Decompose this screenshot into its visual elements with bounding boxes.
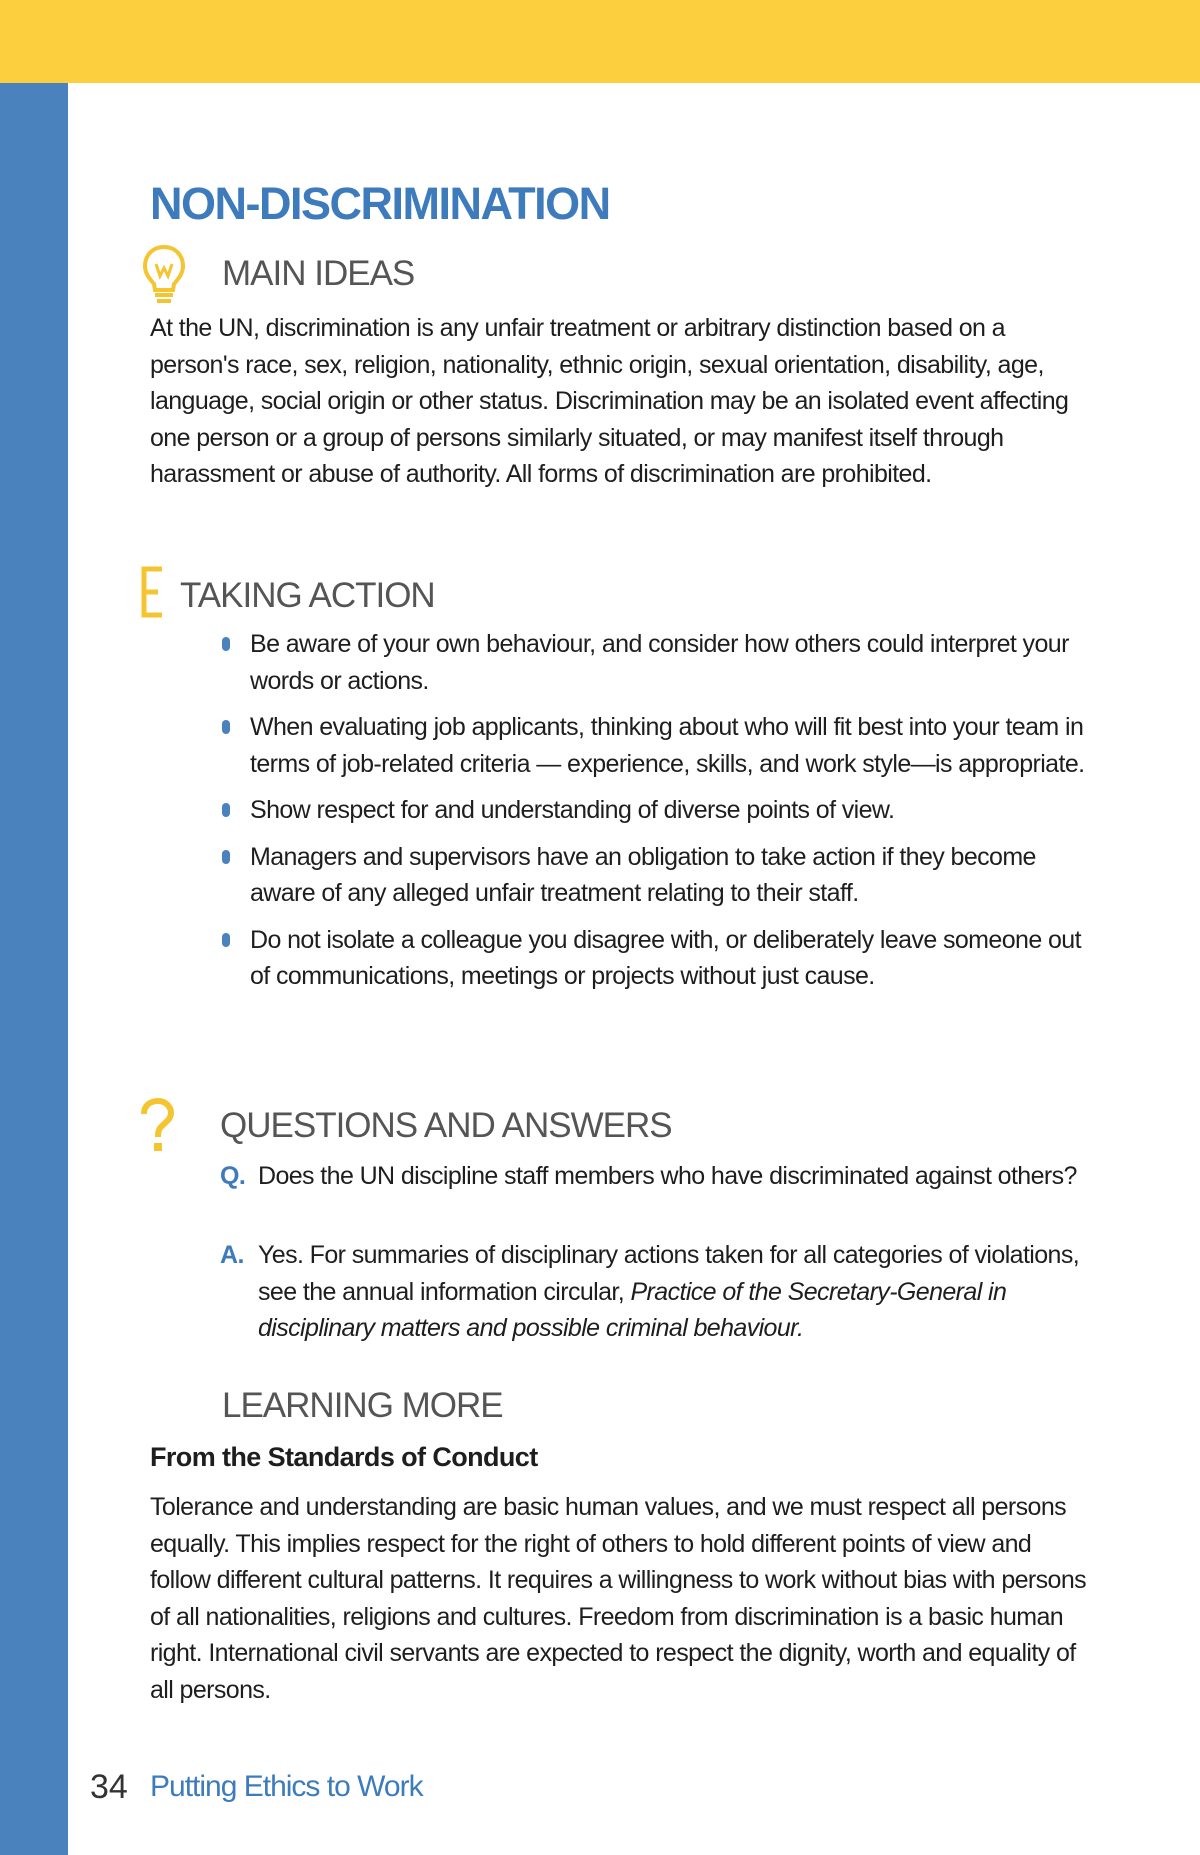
list-item: Do not isolate a colleague you disagree with, or deliberately leave someone out of communications, meetings or projects without just cause. xyxy=(218,922,1088,995)
bullet-icon xyxy=(222,803,230,817)
footer-title: Putting Ethics to Work xyxy=(150,1770,423,1803)
answer-text: Yes. For summaries of disciplinary actions taken for all categories of violations, see the annual information circular, Practice of the Secretary-General in disciplinary matters and possible criminal behaviour. xyxy=(258,1241,1080,1342)
question-mark-icon xyxy=(138,1098,176,1159)
learning-more-subheading: From the Standards of Conduct xyxy=(150,1442,538,1472)
taking-action-heading: TAKING ACTION xyxy=(180,576,435,615)
page-number: 34 xyxy=(90,1768,128,1806)
page-title: NON-DISCRIMINATION xyxy=(150,178,610,229)
bullet-icon xyxy=(222,850,230,864)
qa-answer xyxy=(220,1237,1100,1347)
top-color-band xyxy=(0,0,1200,83)
question-text: Does the UN discipline staff members who have discriminated against others? xyxy=(258,1162,1077,1190)
list-item: Be aware of your own behaviour, and consider how others could interpret your words or actions. xyxy=(218,626,1088,699)
qa-question xyxy=(220,1158,1100,1195)
circular-title: Practice of the Secretary-General in disciplinary matters and possible criminal behaviour. xyxy=(258,1277,1007,1342)
list-item: Managers and supervisors have an obligation to take action if they become aware of any alleged unfair treatment relating to their staff. xyxy=(218,839,1088,912)
list-item: Show respect for and understanding of diverse points of view. xyxy=(218,792,1088,829)
bullet-icon xyxy=(222,933,230,947)
step-e-icon xyxy=(140,566,166,623)
taking-action-list xyxy=(218,626,1088,1005)
main-ideas-body: At the UN, discrimination is any unfair treatment or arbitrary distinction based on a person's race, sex, religion, nationality, ethnic origin, sexual orientation, disability, age, language, social origin or other status. Discrimination may be an isolated event affecting one person or a group of persons similarly situated, or may manifest itself through harassment or abuse of authority. All forms of discrimination are prohibited. xyxy=(150,314,1069,488)
main-ideas-heading: MAIN IDEAS xyxy=(222,254,415,293)
answer-label: A. xyxy=(220,1241,244,1269)
question-label: Q. xyxy=(220,1162,246,1190)
list-item: When evaluating job applicants, thinking about who will fit best into your team in terms of job-related criteria — experience, skills, and work style—is appropriate. xyxy=(218,709,1088,782)
bullet-icon xyxy=(222,720,230,734)
bullet-icon xyxy=(222,637,230,651)
lightbulb-icon xyxy=(142,244,186,309)
qa-heading: QUESTIONS AND ANSWERS xyxy=(220,1106,672,1145)
side-color-band xyxy=(0,83,68,1855)
learning-more-body: Tolerance and understanding are basic human values, and we must respect all persons equally. This implies respect for the right of others to hold different points of view and follow different cultural patterns. It requires a willingness to work without bias with persons of all nationalities, religions and cultures. Freedom from discrimination is a basic human right. International civil servants are expected to respect the dignity, worth and equality of all persons. xyxy=(150,1493,1087,1704)
learning-more-heading: LEARNING MORE xyxy=(222,1386,503,1425)
